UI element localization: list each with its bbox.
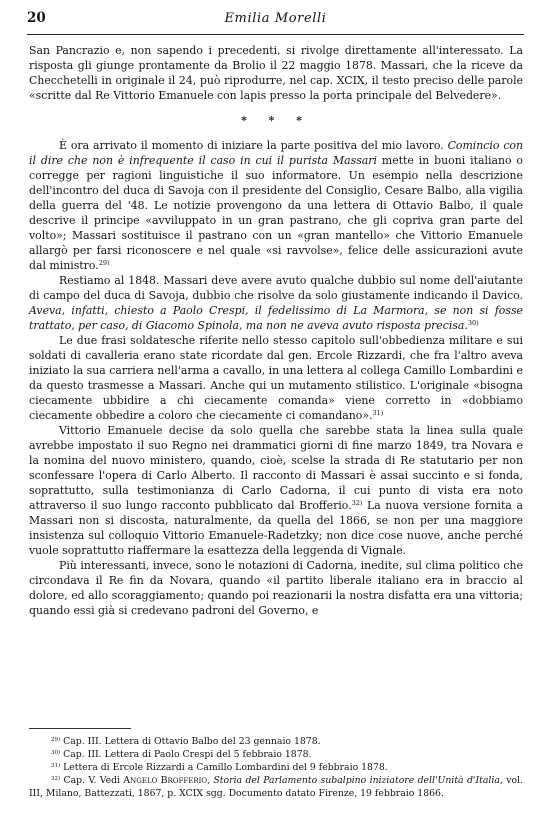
paragraph-2-text-c: mette in buoni italiano o corregge per ragioni linguistiche il suo informatore. Un esempio nella descrizione dell'incontro del duca di Savoja con il presidente del Consiglio, Cesare Balbo, alla vigilia della guerra del '48. Le notizie provengono da una lettera di Ottavio Balbo, il quale descrive il principe «avviluppato in un gran pastrano, che gli copriva gran parte del volto»; Massari sostituisce il pastrano con un «gran mantello» che Vittorio Emanuele allargò per farsi riconoscere e nel quale «si ravvolse», felice delle assicurazioni avute dal ministro. [29,154,523,272]
footnote-29 [29,735,523,748]
paragraph-3-italic: Aveva, infatti, chiesto a Paolo Crespi, il fedelissimo di La Marmora, se non si fosse trattato, per caso, di Giacomo Spinola, ma non ne aveva avuto risposta precisa. [29,304,523,332]
paragraph-5 [29,423,523,558]
body-text [29,43,523,618]
footnote-ref-32: 32) [351,499,363,507]
paragraph-5-text-b: La nuova versione fornita a Massari non si discosta, naturalmente, da quella del 1866, se non per una maggiore insistenza sul colloquio Vittorio Emanuele-Radetzky; non dice cose nuove, anche perché vuole soprattutto riaffermare la esattezza della leggenda di Vignale. [29,499,523,557]
running-header [27,8,524,35]
paragraph-2 [29,138,523,273]
paragraph-5-text-a: Vittorio Emanuele decise da solo quella che sarebbe stata la linea sulla quale avrebbe impostato il suo Regno nei drammatici giorni di fine marzo 1849, tra Novara e la nomina del nuovo ministero, quando, cioè, scelse la strada di Re statutario per non sconfessare l'opera di Carlo Alberto. Il racconto di Massari è assai succinto e si fonda, soprattutto, sulla testimonianza di Carlo Cadorna, il cui punto di vista era noto attraverso il suo lungo racconto pubblicato dal Brofferio. [29,424,523,512]
section-separator: * * * [241,114,311,127]
page-number: 20 [27,10,46,26]
footnotes [29,735,523,800]
footnote-text: Cap. III. Lettera di Ottavio Balbo del 23 gennaio 1878. [63,736,321,747]
paragraph-3 [29,273,523,333]
footnote-text: Cap. III. Lettera di Paolo Crespi del 5 febbraio 1878. [63,749,312,760]
footnote-mark: 31) [51,763,61,769]
footnote-31 [29,761,523,774]
footnote-author: Angelo Brofferio [123,775,208,786]
footnote-mark: 29) [51,737,61,743]
footnote-ref-31: 31) [372,409,384,417]
paragraph-3-text-a: Restiamo al 1848. Massari deve avere avuto qualche dubbio sul nome dell'aiutante di campo del duca di Savoja, dubbio che risolve da solo giustamente indicando il Davico. [29,274,523,302]
paragraph-1: San Pancrazio e, non sapendo i precedenti, si rivolge direttamente all'interessato. La risposta gli giunge prontamente da Brolio il 22 maggio 1878. Massari, che la riceve da Checchetelli in originale il 24, può riprodurre, nel cap. XCIX, il testo preciso delle parole «scritte dal Re Vittorio Emanuele con lapis presso la porta principale del Belvedere». [29,44,523,102]
footnote-text: , vol. III, Milano, Battezzati, 1867, p. XCIX sgg. Documento datato Firenze, 19 febbraio 1866. [29,775,523,799]
footnote-divider [29,728,131,729]
footnote-book-title: , Storia del Parlamento subalpino iniziatore dell'Unità d'Italia [207,775,500,786]
paragraph-4 [29,333,523,423]
paragraph-2-italic: Cominciо con il dire che non è infrequente il caso in cui il purista Massari [29,139,523,167]
footnote-text: Cap. V. Vedi [63,775,124,786]
footnote-ref-29: 29) [98,259,110,267]
footnote-mark: 30) [51,750,61,756]
paragraph-4-text: Le due frasi soldatesche riferite nello stesso capitolo sull'obbedienza militare e sui soldati di cavalleria erano state ricordate dal gen. Ercole Rizzardi, che fra l'altro aveva iniziato la sua carriera nell'arma a cavallo, in una lettera al collega Camillo Lombardini e da questo trasmesse a Massari. Anche qui un mutamento stilistico. L'originale «bisogna ciecamente ubbidire a chi ciecamente comanda» viene corretto in «dobbiamo ciecamente obbedire a coloro che ciecamente ci comandano». [29,334,523,422]
footnote-30 [29,748,523,761]
footnote-ref-30: 30) [467,319,479,327]
footnote-32 [29,774,523,800]
footnote-text: Lettera di Ercole Rizzardi a Camillo Lombardini del 9 febbraio 1878. [63,762,388,773]
paragraph-2-text-a: È ora arrivato il momento di iniziare la parte positiva del mio lavoro. [59,139,448,152]
footnote-mark: 32) [51,776,61,782]
paragraph-6: Più interessanti, invece, sono le notazioni di Cadorna, inedite, sul clima politico che circondava il Re fin da Novara, quando «il partito liberale italiano era in braccio al dolore, ed allo scoraggiamento; quando poi reazionarii la nostra disfatta era una vittoria; quando essi già si credevano padroni del Governo, e [29,559,523,617]
running-title: Emilia Morelli [224,11,327,26]
